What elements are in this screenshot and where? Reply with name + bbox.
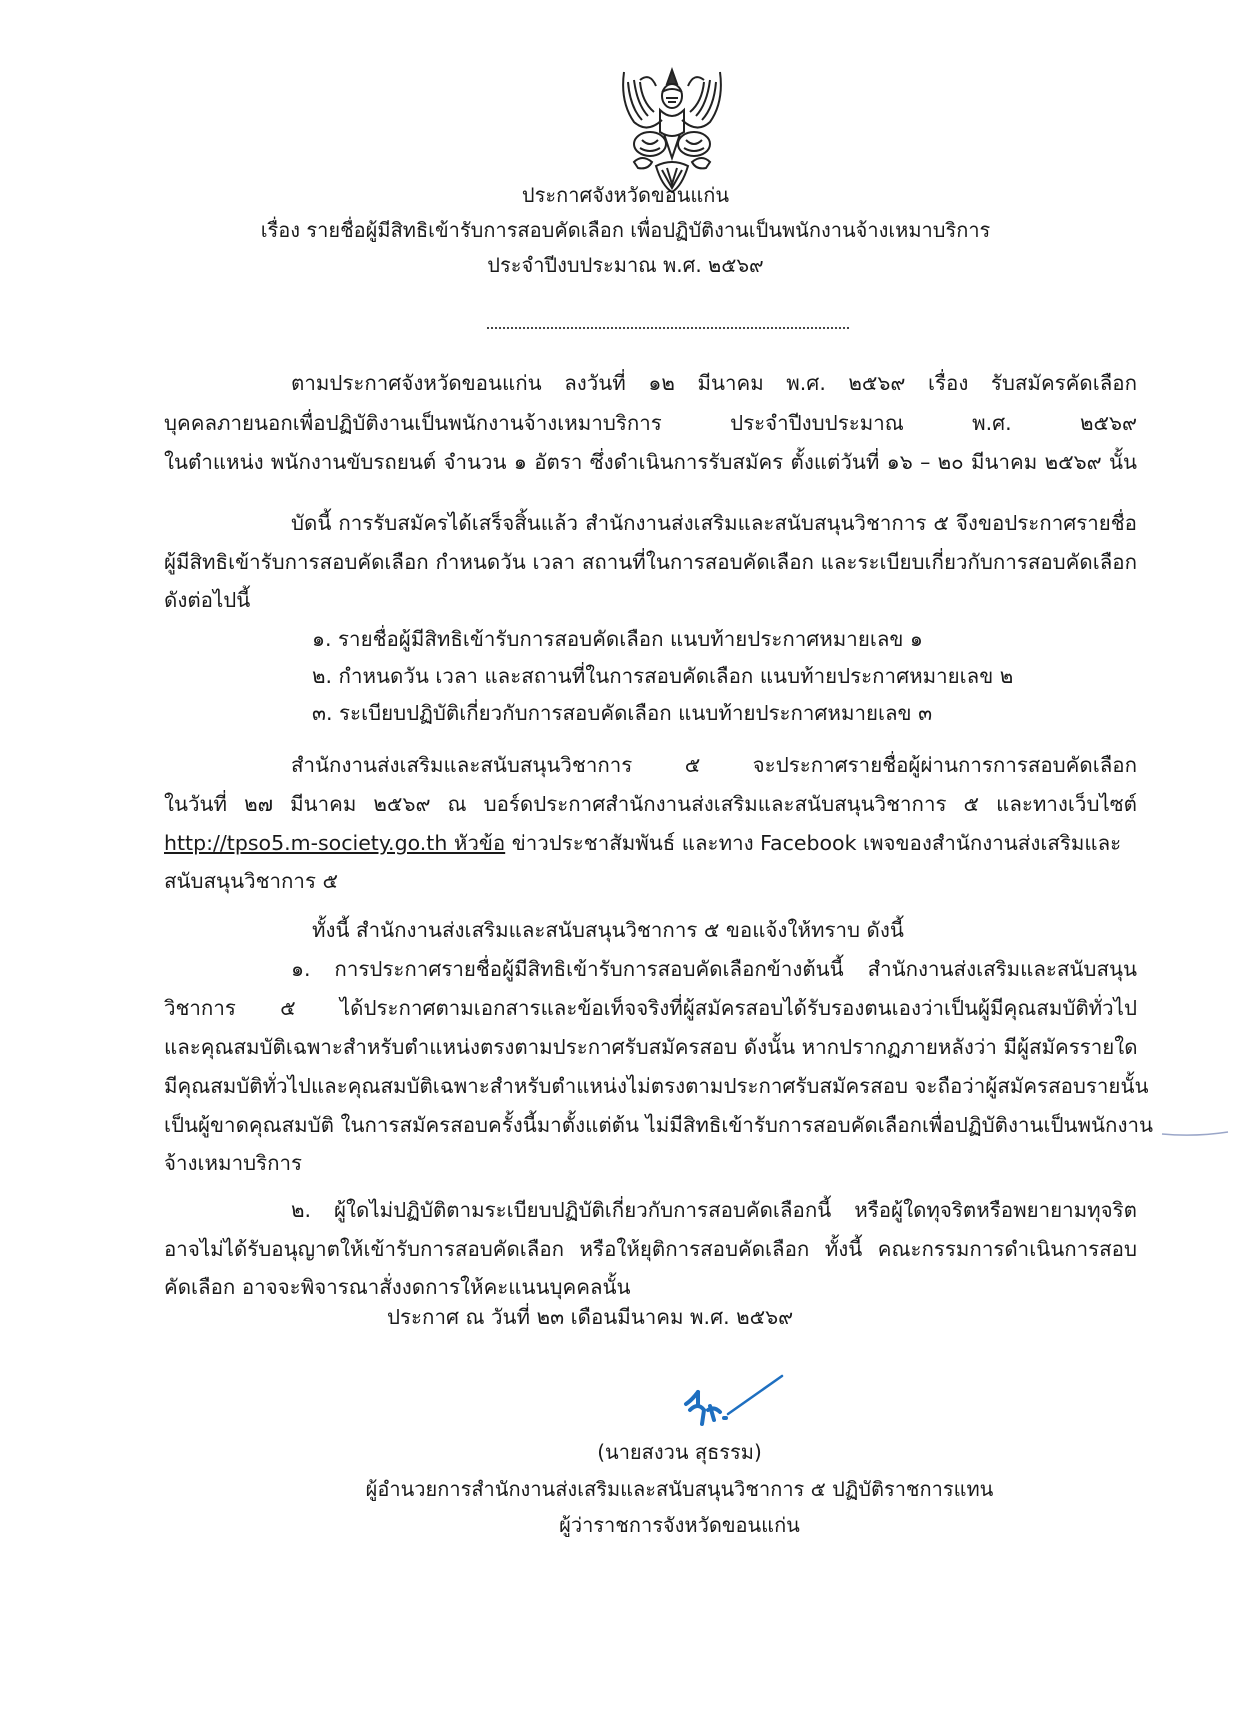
para3-line (164, 828, 1137, 858)
title-divider (487, 327, 849, 329)
signatory-on-behalf: ผู้ว่าราชการจังหวัดขอนแก่น (559, 1513, 800, 1537)
garuda-emblem-icon (612, 62, 732, 197)
notice1-line: มีคุณสมบัติทั่วไปและคุณสมบัติเฉพาะสำหรับตำแหน่งไม่ตรงตามประกาศรับสมัครสอบ จะถือว่าผู้สมัครสอบรายนั้น (164, 1074, 1149, 1098)
para2-line: ดังต่อไปนี้ (164, 588, 251, 612)
attachment-item-2: ๒. กำหนดวัน เวลา และสถานที่ในการสอบคัดเลือก แนบท้ายประกาศหมายเลข ๒ (312, 664, 1014, 688)
scan-mark (1160, 1131, 1230, 1137)
para1-line: ในตำแหน่ง พนักงานขับรถยนต์ จำนวน ๑ อัตรา ซึ่งดำเนินการรับสมัคร ตั้งแต่วันที่ ๑๖ – ๒๐ มีนาคม ๒๕๖๙ นั้น (164, 450, 1137, 474)
para3-line: สนับสนุนวิชาการ ๕ (164, 869, 338, 893)
notice1-line: และคุณสมบัติเฉพาะสำหรับตำแหน่งตรงตามประกาศรับสมัครสอบ ดังนั้น หากปรากฏภายหลังว่า มีผู้สมัครรายใด (164, 1035, 1138, 1059)
issued-date: ประกาศ ณ วันที่ ๒๓ เดือนมีนาคม พ.ศ. ๒๕๖๙ (387, 1305, 794, 1329)
signatory-title: ผู้อำนวยการสำนักงานส่งเสริมและสนับสนุนวิชาการ ๕ ปฏิบัติราชการแทน (365, 1477, 994, 1501)
para2-line: ผู้มีสิทธิเข้ารับการสอบคัดเลือก กำหนดวัน เวลา สถานที่ในการสอบคัดเลือก และระเบียบเกี่ยวกับการสอบคัดเลือก (164, 550, 1137, 574)
para4-intro: ทั้งนี้ สำนักงานส่งเสริมและสนับสนุนวิชาการ ๕ ขอแจ้งให้ทราบ ดังนี้ (312, 918, 904, 942)
attachment-item-1: ๑. รายชื่อผู้มีสิทธิเข้ารับการสอบคัดเลือก แนบท้ายประกาศหมายเลข ๑ (312, 627, 923, 651)
signature-icon (670, 1362, 790, 1432)
notice2-line: ๒. ผู้ใดไม่ปฏิบัติตามระเบียบปฏิบัติเกี่ยวกับการสอบคัดเลือกนี้ หรือผู้ใดทุจริตหรือพยายามทุจริต (291, 1198, 1137, 1222)
signatory-name: (นายสงวน สุธรรม) (597, 1440, 762, 1464)
para3-line: สำนักงานส่งเสริมและสนับสนุนวิชาการ ๕ จะประกาศรายชื่อผู้ผ่านการการสอบคัดเลือก (291, 753, 1137, 777)
notice1-line: ๑. การประกาศรายชื่อผู้มีสิทธิเข้ารับการสอบคัดเลือกข้างต้นนี้ สำนักงานส่งเสริมและสนับสนุน (291, 957, 1137, 981)
notice1-line: จ้างเหมาบริการ (164, 1151, 303, 1175)
website-link[interactable]: http://tpso5.m-society.go.th หัวข้อ (164, 831, 506, 855)
issuer-heading: ประกาศจังหวัดขอนแก่น (521, 183, 730, 207)
notice1-line: เป็นผู้ขาดคุณสมบัติ ในการสมัครสอบครั้งนี้มาตั้งแต่ต้น ไม่มีสิทธิเข้ารับการสอบคัดเลือกเพื่อปฏิบัติงานเป็นพนักงาน (164, 1113, 1153, 1137)
fiscal-year-heading: ประจำปีงบประมาณ พ.ศ. ๒๕๖๙ (487, 253, 764, 277)
para1-line: บุคคลภายนอกเพื่อปฏิบัติงานเป็นพนักงานจ้างเหมาบริการ ประจำปีงบประมาณ พ.ศ. ๒๕๖๙ (164, 411, 1137, 435)
notice2-line: คัดเลือก อาจจะพิจารณาสั่งงดการให้คะแนนบุคคลนั้น (164, 1275, 631, 1299)
para3-line: ในวันที่ ๒๗ มีนาคม ๒๕๖๙ ณ บอร์ดประกาศสำนักงานส่งเสริมและสนับสนุนวิชาการ ๕ และทางเว็บไซต์ (164, 792, 1137, 816)
notice1-line: วิชาการ ๕ ได้ประกาศตามเอกสารและข้อเท็จจริงที่ผู้สมัครสอบได้รับรองตนเองว่าเป็นผู้มีคุณสมบัติทั่วไป (164, 996, 1137, 1020)
subject-heading: เรื่อง รายชื่อผู้มีสิทธิเข้ารับการสอบคัดเลือก เพื่อปฏิบัติงานเป็นพนักงานจ้างเหมาบริการ (260, 218, 991, 242)
para3-line3-rest: ข่าวประชาสัมพันธ์ และทาง Facebook เพจของสำนักงานส่งเสริมและ (505, 831, 1122, 855)
attachment-item-3: ๓. ระเบียบปฏิบัติเกี่ยวกับการสอบคัดเลือก แนบท้ายประกาศหมายเลข ๓ (312, 701, 933, 725)
para1-line: ตามประกาศจังหวัดขอนแก่น ลงวันที่ ๑๒ มีนาคม พ.ศ. ๒๕๖๙ เรื่อง รับสมัครคัดเลือก (291, 371, 1137, 395)
notice2-line: อาจไม่ได้รับอนุญาตให้เข้ารับการสอบคัดเลือก หรือให้ยุติการสอบคัดเลือก ทั้งนี้ คณะกรรมการดำเนินการสอบ (164, 1237, 1137, 1261)
para2-line: บัดนี้ การรับสมัครได้เสร็จสิ้นแล้ว สำนักงานส่งเสริมและสนับสนุนวิชาการ ๕ จึงขอประกาศรายชื่อ (291, 511, 1137, 535)
